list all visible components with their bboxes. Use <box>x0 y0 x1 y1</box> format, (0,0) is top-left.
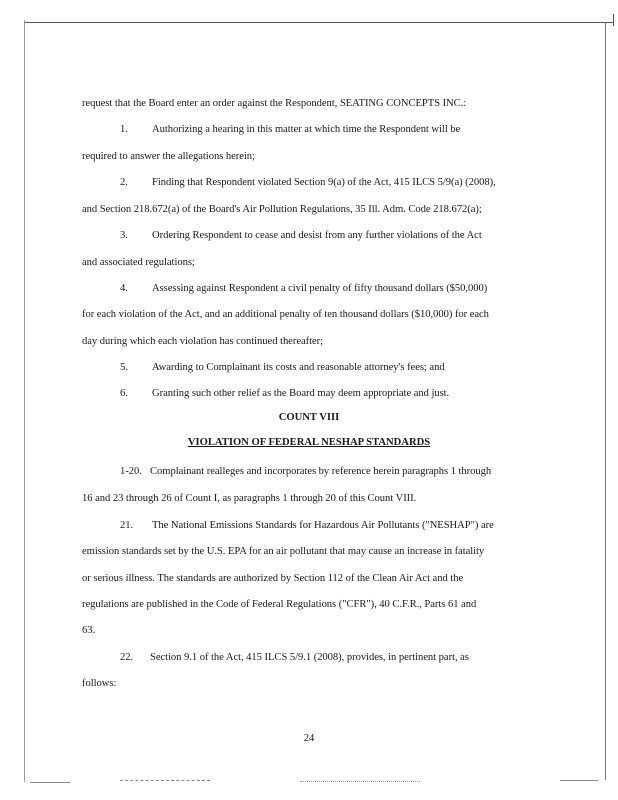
prayer-item <box>120 229 482 242</box>
body-text-line: or serious illness. The standards are authorized by Section 112 of the Clean Air Act and the <box>82 573 464 584</box>
body-text-line: 16 and 23 through 26 of Count I, as paragraphs 1 through 20 of this Count VIII. <box>82 493 417 504</box>
numbered-paragraph <box>120 465 491 478</box>
body-text-line: 63. <box>82 625 96 636</box>
body-text-line: day during which each violation has continued thereafter; <box>82 336 324 347</box>
item-text: Granting such other relief as the Board may deem appropriate and just. <box>152 388 450 399</box>
scan-edge-top <box>24 22 614 23</box>
count-heading: COUNT VIII <box>278 412 340 423</box>
prayer-item <box>120 282 487 295</box>
prayer-item <box>120 176 496 189</box>
item-text: Authorizing a hearing in this matter at which time the Respondent will be <box>152 124 461 135</box>
item-text: Assessing against Respondent a civil penalty of fifty thousand dollars ($50,000) <box>152 283 488 294</box>
item-number: 6. <box>120 388 128 399</box>
item-number: 2. <box>120 177 128 188</box>
body-text-line: and associated regulations; <box>82 257 195 268</box>
body-text-line: required to answer the allegations herein; <box>82 151 255 162</box>
paragraph-number: 21. <box>120 520 134 531</box>
body-text-line: request that the Board enter an order against the Respondent, SEATING CONCEPTS INC.: <box>82 98 467 109</box>
paragraph-number: 22. <box>120 652 134 663</box>
item-text: Awarding to Complainant its costs and reasonable attorney's fees; and <box>152 362 445 373</box>
item-number: 4. <box>120 283 128 294</box>
item-text: Finding that Respondent violated Section 9(a) of the Act, 415 ILCS 5/9(a) (2008), <box>152 177 496 188</box>
scan-edge-bottom <box>560 780 598 781</box>
scan-edge-right <box>605 22 606 780</box>
scan-edge-left <box>24 20 25 782</box>
numbered-paragraph <box>120 651 469 664</box>
page-number: 24 <box>303 733 315 744</box>
count-subheading: VIOLATION OF FEDERAL NESHAP STANDARDS <box>187 437 431 448</box>
prayer-item <box>120 387 449 400</box>
scan-edge-bottom <box>120 780 210 781</box>
paragraph-number: 1-20. <box>120 466 142 477</box>
paragraph-text: Section 9.1 of the Act, 415 ILCS 5/9.1 (2008), provides, in pertinent part, as <box>150 652 469 663</box>
item-text: Ordering Respondent to cease and desist from any further violations of the Act <box>152 230 482 241</box>
body-text-line: and Section 218.672(a) of the Board's Air Pollution Regulations, 35 Ill. Adm. Code 218.672(a); <box>82 204 482 215</box>
paragraph-text: The National Emissions Standards for Hazardous Air Pollutants ("NESHAP") are <box>152 520 494 531</box>
prayer-item <box>120 123 460 136</box>
item-number: 1. <box>120 124 128 135</box>
body-text-line: regulations are published in the Code of Federal Regulations ("CFR"), 40 C.F.R., Parts 61 and <box>82 599 477 610</box>
item-number: 3. <box>120 230 128 241</box>
prayer-item <box>120 361 445 374</box>
body-text-line: emission standards set by the U.S. EPA for an air pollutant that may cause an increase in fatality <box>82 546 485 557</box>
scan-edge-bottom <box>300 781 420 782</box>
item-number: 5. <box>120 362 128 373</box>
scan-edge-bottom <box>30 782 70 783</box>
paragraph-text: Complainant realleges and incorporates by reference herein paragraphs 1 through <box>150 466 492 477</box>
numbered-paragraph <box>120 519 494 532</box>
scan-edge-top-right <box>613 14 614 26</box>
body-text-line: follows: <box>82 678 117 689</box>
body-text-line: for each violation of the Act, and an additional penalty of ten thousand dollars ($10,000) for each <box>82 309 489 320</box>
